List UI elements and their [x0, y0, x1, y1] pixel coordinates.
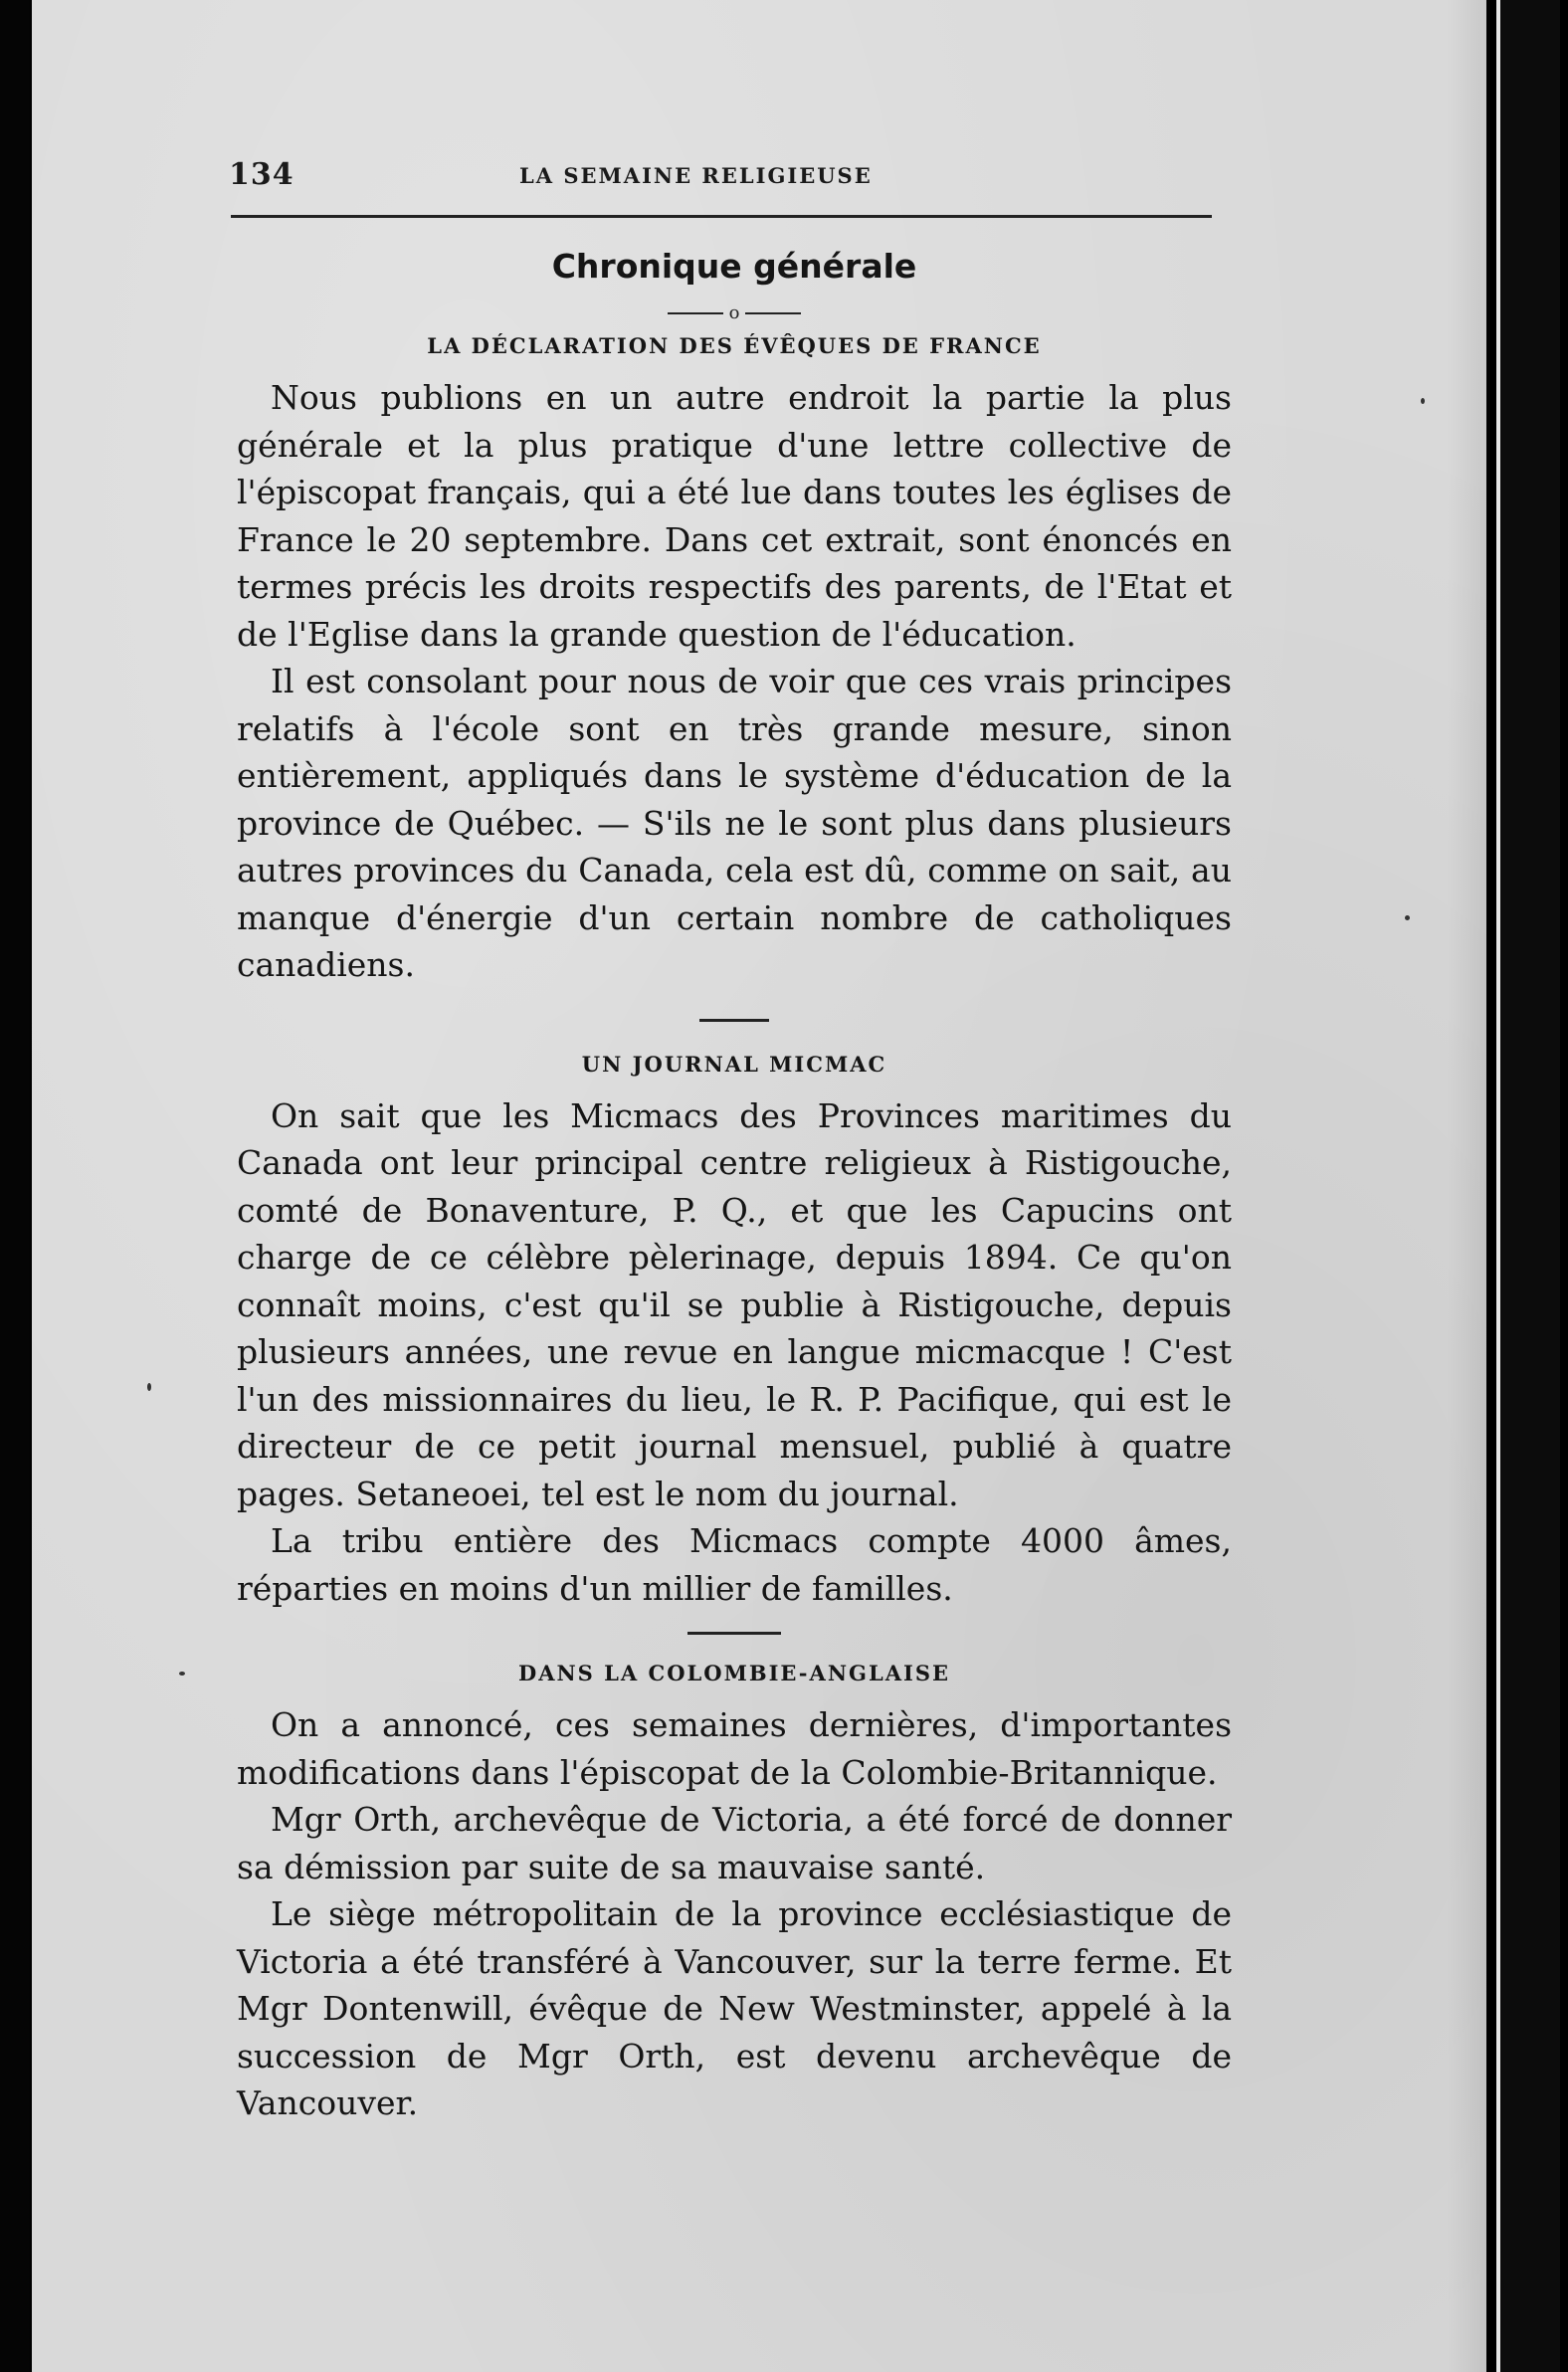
running-title: LA SEMAINE RELIGIEUSE: [519, 163, 873, 188]
chronique-title: Chronique générale: [551, 247, 917, 286]
paragraph: Nous publions en un autre endroit la partie la plus générale et la plus pratique d'une lettre collective de l'épiscopat français, qui a été lue dans toutes les églises de France le 20 septembre. Dans cet extrait, sont énoncés en termes précis les droits respectifs des parents, de l'Etat et de l'Eglise dans la grande question de l'éducation.: [237, 378, 1232, 654]
ornament-dash-right: [745, 312, 801, 314]
scan-left-border: [0, 0, 30, 2372]
paragraph: La tribu entière des Micmacs compte 4000 âmes, réparties en moins d'un millier de familles.: [237, 1521, 1232, 1608]
scan-speck: [1421, 398, 1425, 404]
section-divider: [687, 1632, 781, 1635]
header-rule: [231, 215, 1212, 218]
section-divider: [699, 1019, 769, 1022]
paragraph: Le siège métropolitain de la province ecclésiastique de Victoria a été transféré à Vancouver, sur la terre ferme. Et Mgr Dontenwill, évêque de New Westminster, appelé à la succession de Mgr Orth, est devenu archevêque de Vancouver.: [237, 1894, 1232, 2122]
ornament-circle: o: [728, 302, 740, 323]
paragraph: On sait que les Micmacs des Provinces maritimes du Canada ont leur principal centre religieux à Ristigouche, comté de Bonaventure, P. Q., et que les Capucins ont charge de ce célèbre pèlerinage, depuis 1894. Ce qu'on connaît moins, c'est qu'il se publie à Ristigouche, depuis plusieurs années, une revue en langue micmacque ! C'est l'un des missionnaires du lieu, le R. P. Pacifique, qui est le directeur de ce petit journal mensuel, publié à quatre pages. Setaneoei, tel est le nom du journal.: [237, 1095, 1232, 1513]
title-ornament: [237, 299, 1232, 323]
page-number: 134: [229, 157, 294, 192]
paragraph: On a annoncé, ces semaines dernières, d'importantes modifications dans l'épiscopat de la Colombie-Britannique.: [237, 1705, 1232, 1792]
section-declaration: [237, 333, 1232, 989]
scan-right-border: [1486, 0, 1568, 2372]
scan-speck: [179, 1672, 185, 1676]
ornament-dash-left: [668, 312, 723, 314]
section-heading: DANS LA COLOMBIE-ANGLAISE: [517, 1661, 951, 1685]
paragraph: Mgr Orth, archevêque de Victoria, a été forcé de donner sa démission par suite de sa mauvaise santé.: [237, 1800, 1232, 1886]
scan-speck: [1405, 915, 1410, 920]
section-colombie-anglaise: [237, 1661, 1232, 2127]
section-heading: LA DÉCLARATION DES ÉVÊQUES DE FRANCE: [427, 333, 1042, 358]
page-header: [229, 157, 1214, 197]
scan-speck: [147, 1383, 151, 1391]
page-content: [237, 247, 1232, 2127]
section-heading: UN JOURNAL MICMAC: [581, 1051, 887, 1077]
paragraph: Il est consolant pour nous de voir que ces vrais principes relatifs à l'école sont en très grande mesure, sinon entièrement, appliqués dans le système d'éducation de la province de Québec. — S'ils ne le sont plus dans plusieurs autres provinces du Canada, cela est dû, comme on sait, au manque d'énergie d'un certain nombre de catholiques canadiens.: [237, 662, 1232, 984]
binding-shadow: [1447, 0, 1486, 2372]
adjacent-page-edge: [1496, 0, 1560, 2372]
section-journal-micmac: [237, 1052, 1232, 1613]
